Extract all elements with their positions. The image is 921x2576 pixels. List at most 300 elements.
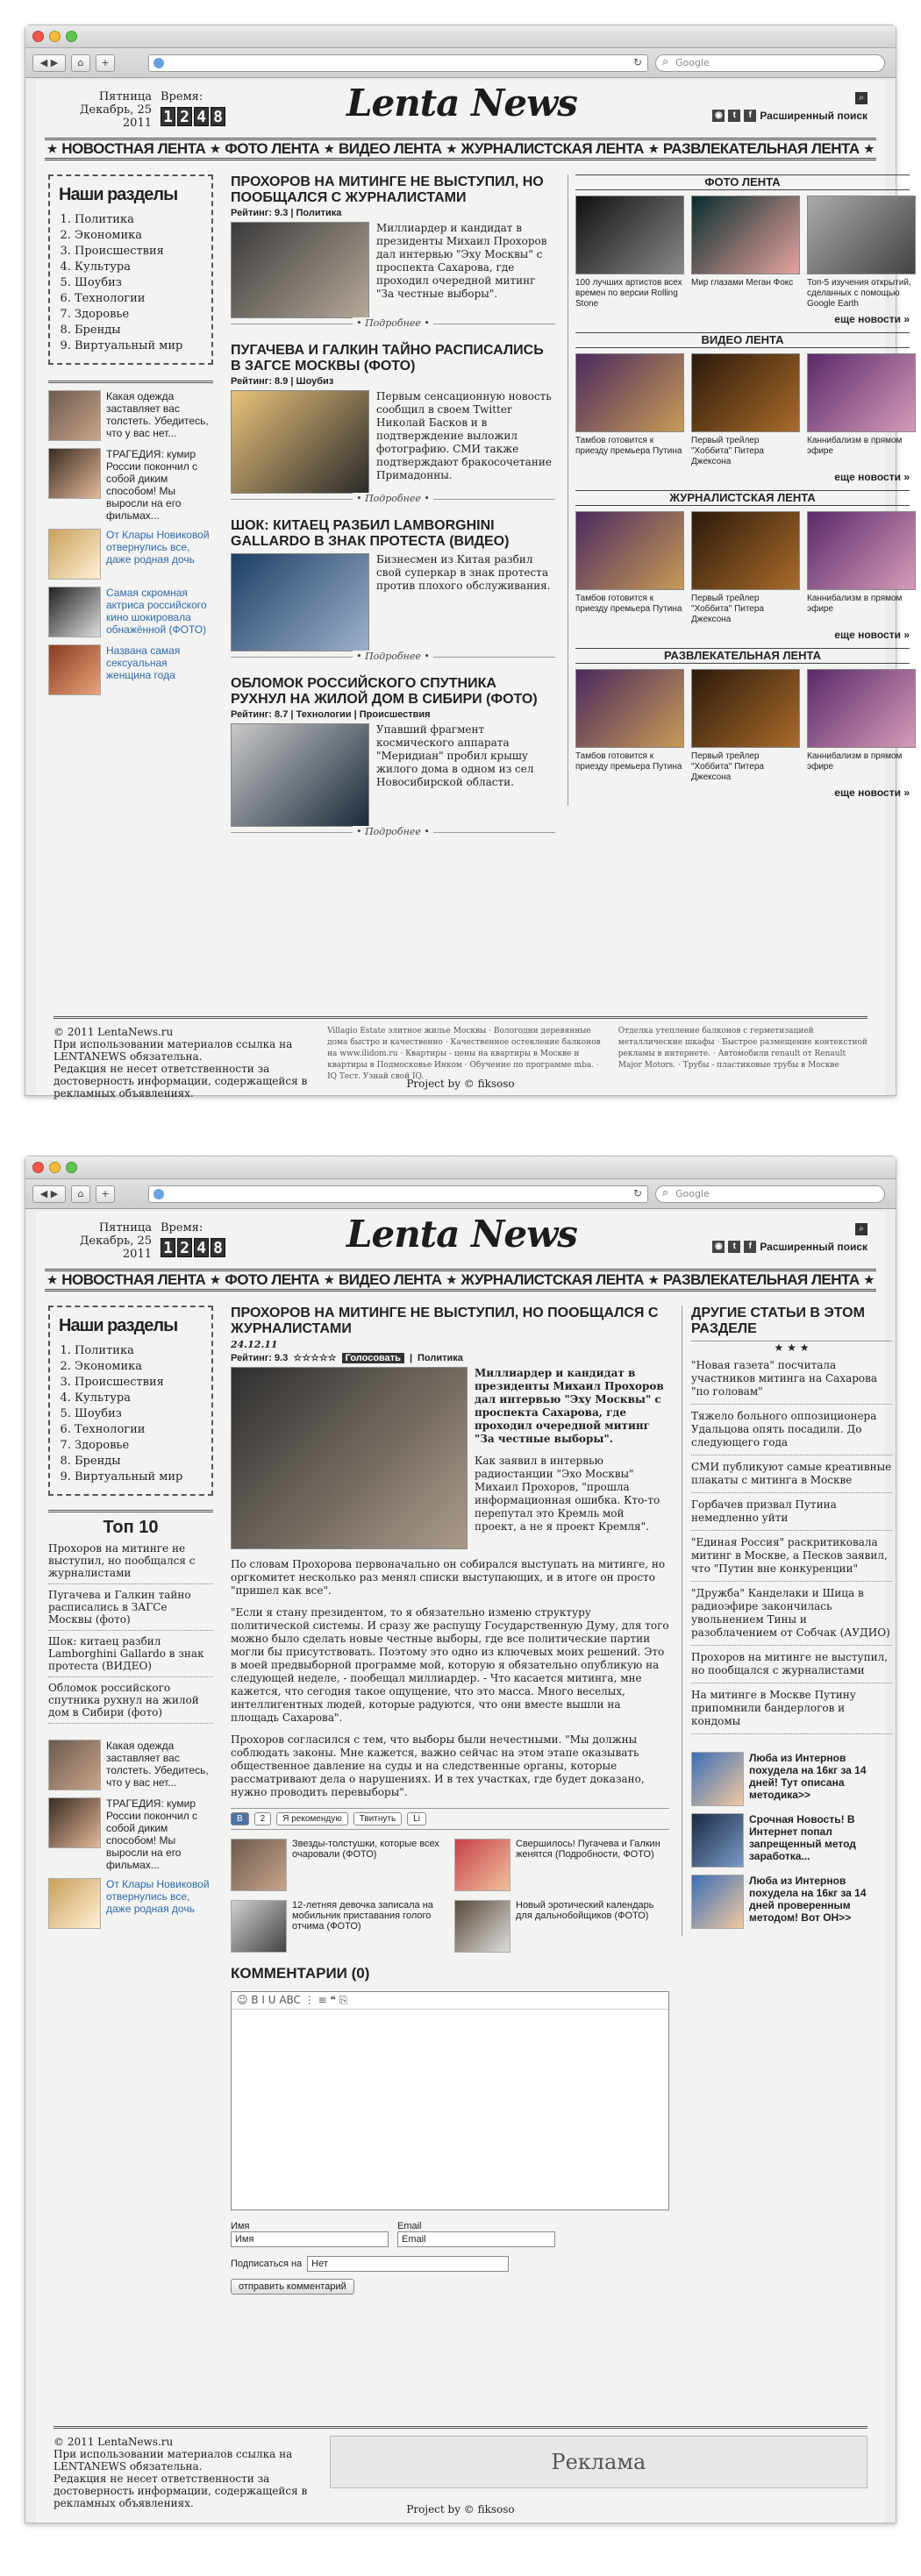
facebook-icon[interactable]: f bbox=[744, 1241, 756, 1253]
search-icon[interactable]: ⌕ bbox=[855, 1223, 867, 1235]
feed-image bbox=[691, 511, 800, 590]
minimize-button[interactable] bbox=[49, 1162, 61, 1173]
feed-item[interactable] bbox=[807, 196, 916, 310]
star-icon: ★ bbox=[446, 1273, 457, 1286]
star-icon: ★ bbox=[446, 142, 457, 155]
teaser[interactable] bbox=[48, 1797, 213, 1871]
article-card bbox=[231, 518, 555, 664]
feed-item[interactable] bbox=[691, 196, 800, 310]
article-summary: Бизнесмен из Китая разбил свой суперкар в знак протеста против плохого обслуживания. bbox=[376, 553, 551, 592]
feed-caption: Первый трейлер "Хоббита" Питера Джексона bbox=[691, 436, 764, 466]
top10-box bbox=[48, 1510, 213, 1724]
section-link[interactable]: 2. Экономика bbox=[75, 1359, 203, 1375]
others-item[interactable]: Горбачев призвал Путина немедленно уйти bbox=[691, 1493, 892, 1531]
clock-digit: 1 bbox=[161, 1238, 175, 1257]
footer-line: При использовании материалов ссылка на LENTANEWS обязательна. bbox=[54, 1038, 293, 1063]
zoom-button[interactable] bbox=[66, 31, 77, 42]
section-link[interactable]: 7. Здоровье bbox=[75, 1438, 203, 1454]
browser-toolbar bbox=[25, 48, 896, 78]
year-label: 2011 bbox=[122, 1248, 152, 1261]
promo-text: Люба из Интернов похудела на 16кг за 14 дней! Тут описана методика>> bbox=[749, 1752, 867, 1801]
article-image[interactable] bbox=[231, 553, 369, 651]
subscribe-label: Подписаться на bbox=[231, 2259, 303, 2269]
top10-title: Топ 10 bbox=[48, 1510, 213, 1538]
rss-icon[interactable]: ◉ bbox=[712, 110, 725, 122]
more-link[interactable] bbox=[231, 493, 555, 506]
more-label: • Подробнее • bbox=[353, 651, 433, 662]
more-label: • Подробнее • bbox=[353, 826, 433, 837]
editor-toolbar[interactable]: ☺ B I U ABC ⋮ ≡ ❝ ⎘ bbox=[232, 1992, 668, 2010]
nav-item[interactable]: НОВОСТНАЯ ЛЕНТА bbox=[61, 1271, 206, 1288]
others-item[interactable]: "Новая газета" посчитала участников митинга на Сахарова "по головам" bbox=[691, 1354, 892, 1405]
add-tab-icon[interactable]: + bbox=[96, 54, 115, 72]
article-summary: Первым сенсационную новость сообщил в своем Twitter Николай Басков и в подтверждение выложил фотографию. СМИ также подтверждают бракосочетание Примадонны. bbox=[376, 390, 552, 481]
advanced-search-link[interactable]: Расширенный поиск bbox=[760, 110, 867, 122]
header-links bbox=[712, 1241, 867, 1253]
date-label: Декабрь, 25 bbox=[79, 1235, 152, 1248]
sections-box bbox=[48, 174, 213, 365]
reload-icon[interactable]: ↻ bbox=[632, 56, 642, 68]
article-image[interactable] bbox=[231, 390, 369, 494]
home-icon[interactable]: ⌂ bbox=[71, 54, 90, 72]
star-divider: ★ ★ ★ bbox=[774, 1341, 810, 1354]
teaser[interactable] bbox=[48, 1878, 213, 1929]
section-link[interactable]: 6. Технологии bbox=[75, 1422, 203, 1438]
side-teasers bbox=[48, 1740, 213, 1929]
section-link[interactable]: 9. Виртуальный мир bbox=[75, 338, 203, 354]
tweet-button[interactable]: Твитнуть bbox=[353, 1812, 402, 1825]
nav-item[interactable]: ЖУРНАЛИСТСКАЯ ЛЕНТА bbox=[460, 1271, 644, 1288]
footer-line: При использовании материалов ссылка на LENTANEWS обязательна. bbox=[54, 2448, 293, 2473]
date-block bbox=[71, 90, 152, 130]
related-item[interactable] bbox=[231, 1839, 446, 1891]
top10-item[interactable]: Обломок российского спутника рухнул на жилой дом в Сибири (фото) bbox=[48, 1677, 213, 1724]
browser-search-field[interactable]: ⌕ Google bbox=[655, 1185, 885, 1203]
more-link[interactable] bbox=[231, 826, 555, 839]
page bbox=[36, 1211, 892, 2523]
teaser-text: ТРАГЕДИЯ: кумир России покончил с собой диким способом! Мы выросли на его фильмах... bbox=[106, 1797, 198, 1871]
vk-share-button[interactable]: В bbox=[231, 1812, 249, 1825]
article-full bbox=[231, 1306, 669, 2295]
site-header bbox=[36, 1211, 885, 1269]
recommend-button[interactable]: Я рекомендую bbox=[276, 1812, 347, 1825]
more-label: • Подробнее • bbox=[353, 493, 433, 504]
star-icon: ★ bbox=[46, 142, 57, 155]
name-input[interactable]: Имя bbox=[231, 2231, 389, 2247]
section-link[interactable]: 3. Происшествия bbox=[75, 1375, 203, 1391]
project-credit[interactable]: Project by © fiksoso bbox=[406, 2503, 515, 2516]
promo-item[interactable] bbox=[691, 1875, 892, 1929]
email-input[interactable]: Email bbox=[397, 2231, 555, 2247]
feed-caption: Каннибализм в прямом эфире bbox=[807, 751, 903, 772]
clock-digit: 2 bbox=[177, 1238, 192, 1257]
others-item[interactable]: "Единая Россия" раскритиковала митинг в Москве, а Песков заявил, что "Путин вне конкуренции" bbox=[691, 1531, 892, 1582]
related-text: Свершилось! Пугачева и Галкин женятся (Подробности, ФОТО) bbox=[516, 1839, 660, 1860]
main-nav bbox=[45, 1269, 876, 1292]
star-rating[interactable]: ☆☆☆☆☆ bbox=[293, 1353, 337, 1363]
feed-item[interactable] bbox=[575, 353, 684, 467]
time-label: Время: bbox=[161, 1221, 203, 1235]
footer-ads[interactable]: Отделка утепление балконов с герметизацией металлические шкафы · Быстрое размещение контекстной рекламы в интернете. · Автомобили renault от Renault Major Motors. · Трубы - пластиковые трубы в Москве bbox=[618, 1027, 867, 1070]
feed-image bbox=[575, 353, 684, 432]
comments-title: КОММЕНТАРИИ (0) bbox=[231, 1965, 370, 1982]
article-title[interactable]: ОБЛОМОК РОССИЙСКОГО СПУТНИКА РУХНУЛ НА ЖИЛОЙ ДОМ В СИБИРИ (ФОТО) bbox=[231, 676, 538, 707]
back-forward-buttons[interactable]: ◀ ▶ bbox=[32, 1185, 66, 1203]
header-links bbox=[712, 110, 867, 122]
footer-ads[interactable]: Villagio Estate элитное жилье Москвы · Вологодни деревянные дома быстро и качественно · Качественное остекление балконов на www.ilidom.ru · Квартиры - цены на квартиры в Москве и квартиры в Подмосковье Инком · Обучение по программе mba. · IQ Тест. Узнай свой IQ. bbox=[327, 1027, 601, 1081]
nav-item[interactable]: РАЗВЛЕКАТЕЛЬНАЯ ЛЕНТА bbox=[662, 140, 860, 157]
browser-search-field[interactable]: ⌕ Google bbox=[655, 54, 885, 72]
feed-image bbox=[807, 511, 916, 590]
time-block bbox=[161, 90, 225, 126]
linkedin-button[interactable]: Li bbox=[407, 1812, 426, 1825]
right-column bbox=[682, 1306, 892, 1936]
teaser-text: Какая одежда заставляет вас толстеть. Убедитесь, что у вас нет... bbox=[106, 1740, 209, 1789]
feed-item[interactable] bbox=[807, 511, 916, 625]
globe-icon bbox=[154, 58, 164, 68]
teaser-image bbox=[48, 390, 101, 441]
article-lead: Миллиардер и кандидат в президенты Михаил Прохоров дал интервью "Эху Москвы" с проспекта Сахарова, где проходил очередной митинг "За честные выборы". bbox=[475, 1367, 664, 1445]
project-credit[interactable]: Project by © fiksoso bbox=[406, 1078, 515, 1090]
browser-window-article bbox=[25, 1156, 896, 2523]
nav-item[interactable]: ВИДЕО ЛЕНТА bbox=[339, 140, 442, 157]
advanced-search-link[interactable]: Расширенный поиск bbox=[760, 1241, 867, 1253]
more-link[interactable] bbox=[231, 317, 555, 331]
teaser-text: От Клары Новиковой отвернулись все, даже родная дочь bbox=[106, 529, 210, 566]
site-logo[interactable]: Lenta News bbox=[346, 82, 577, 125]
related-image bbox=[454, 1900, 510, 1953]
teaser-image bbox=[48, 587, 101, 637]
copyright: © 2011 LentaNews.ru bbox=[54, 2436, 174, 2448]
feed-item[interactable] bbox=[691, 669, 800, 783]
article-card bbox=[231, 174, 555, 331]
nav-item[interactable]: ФОТО ЛЕНТА bbox=[225, 1271, 320, 1288]
day-label: Пятница bbox=[98, 90, 152, 103]
promo-item[interactable] bbox=[691, 1752, 892, 1806]
feeds-column bbox=[568, 174, 910, 806]
submit-comment-button[interactable]: отправить комментарий bbox=[231, 2279, 354, 2295]
left-column bbox=[48, 1306, 213, 1936]
article-paragraph: Прохоров согласился с тем, что выборы были нечестными. "Мы должны соблюдать законы. Мне кажется, важно сейчас на этом этапе оказывать общественное давление на суды и на следственные органы, которые рассматривают дела о нарушениях. И в тех участках, где будет доказано, нужно проводить перевыборы". bbox=[231, 1733, 645, 1798]
article-meta: Рейтинг: 9.3 ☆☆☆☆☆ Голосовать | Политика bbox=[231, 1352, 463, 1363]
nav-item[interactable]: ЖУРНАЛИСТСКАЯ ЛЕНТА bbox=[460, 140, 644, 157]
minimize-button[interactable] bbox=[49, 31, 61, 42]
clock-digits bbox=[161, 107, 225, 126]
feed-image bbox=[575, 196, 684, 274]
related-grid bbox=[231, 1839, 669, 1953]
teaser-image bbox=[48, 1740, 101, 1790]
feed-item[interactable] bbox=[691, 511, 800, 625]
feed-item[interactable] bbox=[575, 511, 684, 625]
teaser-text: Какая одежда заставляет вас толстеть. Убедитесь, что у вас нет... bbox=[106, 390, 209, 439]
close-button[interactable] bbox=[32, 31, 44, 42]
comment-editor[interactable] bbox=[231, 1991, 669, 2210]
clock-digit: 8 bbox=[211, 107, 225, 126]
promo-item[interactable] bbox=[691, 1813, 892, 1868]
feed-image bbox=[691, 669, 800, 748]
article-card bbox=[231, 676, 555, 839]
page bbox=[36, 80, 911, 1099]
feed-item[interactable] bbox=[807, 353, 916, 467]
section-link[interactable]: 8. Бренды bbox=[75, 323, 203, 338]
site-header bbox=[36, 80, 885, 138]
feed-image bbox=[807, 196, 916, 274]
footer-legal bbox=[54, 2436, 314, 2509]
star-icon: ★ bbox=[210, 142, 220, 155]
browser-toolbar bbox=[25, 1179, 896, 1209]
feed-caption: Тамбов готовится к приезду премьера Путина bbox=[575, 594, 682, 614]
feed-block bbox=[575, 648, 910, 799]
all-news-link[interactable]: еще новости » bbox=[834, 786, 910, 799]
related-image bbox=[454, 1839, 510, 1891]
address-bar[interactable] bbox=[148, 1185, 648, 1203]
star-icon: ★ bbox=[648, 1273, 659, 1286]
teaser[interactable] bbox=[48, 448, 213, 522]
feed-item[interactable] bbox=[691, 353, 800, 467]
article-paragraph: По словам Прохорова первоначально он собирался выступать на митинге, но оргкомитет несколько раз менял списки выступающих, и в итоге он просто "пришел как все". bbox=[231, 1558, 666, 1597]
nav-item[interactable]: РАЗВЛЕКАТЕЛЬНАЯ ЛЕНТА bbox=[662, 1271, 860, 1288]
sections-title: Наши разделы bbox=[59, 1316, 178, 1335]
article-meta: Рейтинг: 8.9 | Шоубиз bbox=[231, 376, 334, 387]
article-card bbox=[231, 343, 555, 506]
clock-digit: 4 bbox=[194, 107, 209, 126]
feed-caption: Каннибализм в прямом эфире bbox=[807, 594, 903, 614]
feed-image bbox=[691, 353, 800, 432]
feed-title[interactable]: ФОТО ЛЕНТА bbox=[575, 174, 910, 190]
teaser-text: Самая скромная актриса российского кино шокировала обнажённой (ФОТО) bbox=[106, 587, 207, 636]
nav-item[interactable]: ВИДЕО ЛЕНТА bbox=[339, 1271, 442, 1288]
feed-block bbox=[575, 174, 910, 325]
teaser-image bbox=[48, 1797, 101, 1848]
feed-block bbox=[575, 332, 910, 483]
sections-title: Наши разделы bbox=[59, 185, 178, 204]
section-link[interactable]: 5. Шоубиз bbox=[75, 1406, 203, 1422]
section-link[interactable]: 1. Политика bbox=[75, 212, 203, 228]
section-link[interactable]: 1. Политика bbox=[75, 1343, 203, 1359]
star-icon: ★ bbox=[324, 1273, 334, 1286]
sections-list bbox=[75, 212, 203, 354]
feed-title[interactable]: РАЗВЛЕКАТЕЛЬНАЯ ЛЕНТА bbox=[575, 648, 910, 664]
search-icon[interactable]: ⌕ bbox=[855, 92, 867, 104]
section-link[interactable]: 2. Экономика bbox=[75, 228, 203, 244]
time-label: Время: bbox=[161, 90, 203, 103]
footer-line: Редакция не несет ответственности за достоверность информации, содержащейся в рекламных объявлениях. bbox=[54, 2473, 308, 2509]
section-link[interactable]: 7. Здоровье bbox=[75, 307, 203, 323]
star-icon: ★ bbox=[864, 142, 875, 155]
feed-block bbox=[575, 490, 910, 641]
year-label: 2011 bbox=[122, 117, 152, 130]
star-icon: ★ bbox=[210, 1273, 220, 1286]
article-title[interactable]: ШОК: КИТАЕЦ РАЗБИЛ LAMBORGHINI GALLARDO В ЗНАК ПРОТЕСТА (ВИДЕО) bbox=[231, 518, 510, 549]
twitter-icon[interactable]: t bbox=[728, 1241, 740, 1253]
others-item[interactable]: Тяжело больного оппозиционера Удальцова опять посадили. До следующего года bbox=[691, 1405, 892, 1455]
site-footer bbox=[54, 2426, 867, 2509]
feed-image bbox=[575, 511, 684, 590]
article-paragraph: Как заявил в интервью радиостанции "Эхо Москвы" Михаил Прохоров, "прошла информационная ошибка. Кто-то перепутал это Кремль мой проект, а не я проект Кремля". bbox=[475, 1455, 660, 1533]
teaser-image bbox=[48, 1878, 101, 1929]
address-bar[interactable] bbox=[148, 54, 648, 72]
teaser[interactable] bbox=[48, 644, 213, 695]
add-tab-icon[interactable]: + bbox=[96, 1185, 115, 1203]
clock-digit: 8 bbox=[211, 1238, 225, 1257]
related-text: 12-летняя девочка записала на мобильник приставания голого отчима (ФОТО) bbox=[292, 1900, 433, 1932]
article-date: 24.12.11 bbox=[231, 1339, 278, 1350]
teaser[interactable] bbox=[48, 529, 213, 580]
more-label: • Подробнее • bbox=[353, 317, 433, 329]
feed-item[interactable] bbox=[575, 196, 684, 310]
feed-title[interactable]: ВИДЕО ЛЕНТА bbox=[575, 332, 910, 348]
top10-item[interactable]: Прохоров на митинге не выступил, но пообщался с журналистами bbox=[48, 1538, 213, 1584]
feed-item[interactable] bbox=[575, 669, 684, 783]
related-item[interactable] bbox=[454, 1900, 669, 1953]
close-button[interactable] bbox=[32, 1162, 44, 1173]
teaser[interactable] bbox=[48, 587, 213, 637]
teaser-text: Названа самая сексуальная женщина года bbox=[106, 644, 181, 681]
vote-button[interactable]: Голосовать bbox=[342, 1353, 404, 1363]
reload-icon[interactable]: ↻ bbox=[632, 1187, 642, 1199]
titlebar bbox=[25, 25, 896, 48]
teaser[interactable] bbox=[48, 1740, 213, 1790]
rubric-link[interactable]: Политика bbox=[418, 1352, 463, 1363]
twitter-icon[interactable]: t bbox=[728, 110, 740, 122]
feed-caption: 100 лучших артистов всех времен по версии Rolling Stone bbox=[575, 278, 682, 309]
related-text: Звезды-толстушки, которые всех очаровали (ФОТО) bbox=[292, 1839, 439, 1860]
top10-item[interactable]: Пугачева и Галкин тайно расписались в ЗАГСе Москвы (фото) bbox=[48, 1584, 213, 1631]
copyright: © 2011 LentaNews.ru bbox=[54, 1026, 174, 1038]
article-image[interactable] bbox=[231, 222, 369, 318]
feed-caption: Каннибализм в прямом эфире bbox=[807, 436, 903, 456]
day-label: Пятница bbox=[98, 1221, 152, 1235]
top10-item[interactable]: Шок: китаец разбил Lamborghini Gallardo в знак протеста (ВИДЕО) bbox=[48, 1631, 213, 1677]
others-item[interactable]: "Дружба" Канделаки и Шица в радиоэфире закончилась увольнением Тины и разоблачением от Собчак (АУДИО) bbox=[691, 1582, 892, 1646]
promo-image bbox=[691, 1813, 744, 1868]
article-title: ПРОХОРОВ НА МИТИНГЕ НЕ ВЫСТУПИЛ, НО ПООБЩАЛСЯ С ЖУРНАЛИСТАМИ bbox=[231, 1306, 659, 1336]
all-news-link[interactable]: еще новости » bbox=[834, 471, 910, 483]
star-icon: ★ bbox=[648, 142, 659, 155]
others-item[interactable]: СМИ публикуют самые креативные плакаты с митинга в Москве bbox=[691, 1455, 892, 1493]
feed-image bbox=[807, 353, 916, 432]
browser-window-home bbox=[25, 25, 911, 1099]
share-bar bbox=[231, 1808, 669, 1830]
article-summary: Упавший фрагмент космического аппарата "Меридиан" пробил крышу жилого дома в одном из сел Новосибирской области. bbox=[376, 723, 534, 788]
feed-caption: Топ-5 изучения открытий, сделанных с помощью Google Earth bbox=[807, 278, 911, 309]
teaser-image bbox=[48, 529, 101, 580]
article-meta: Рейтинг: 9.3 | Политика bbox=[231, 208, 342, 218]
teaser-text: От Клары Новиковой отвернулись все, даже родная дочь bbox=[106, 1878, 210, 1915]
section-link[interactable]: 4. Культура bbox=[75, 260, 203, 275]
section-link[interactable]: 8. Бренды bbox=[75, 1454, 203, 1469]
others-title: ДРУГИЕ СТАТЬИ В ЭТОМ РАЗДЕЛЕ bbox=[691, 1306, 892, 1341]
feed-caption: Тамбов готовится к приезду премьера Путина bbox=[575, 751, 682, 772]
section-link[interactable]: 5. Шоубиз bbox=[75, 275, 203, 291]
rss-icon[interactable]: ◉ bbox=[712, 1241, 725, 1253]
main-nav bbox=[45, 138, 876, 160]
clock-digit: 4 bbox=[194, 1238, 209, 1257]
all-news-link[interactable]: еще новости » bbox=[834, 629, 910, 641]
related-item[interactable] bbox=[454, 1839, 669, 1891]
left-column bbox=[48, 174, 213, 702]
feed-image bbox=[807, 669, 916, 748]
feed-caption: Тамбов готовится к приезду премьера Путина bbox=[575, 436, 682, 456]
others-item[interactable]: Прохоров на митинге не выступил, но пообщался с журналистами bbox=[691, 1646, 892, 1683]
section-link[interactable]: 4. Культура bbox=[75, 1391, 203, 1406]
feed-item[interactable] bbox=[807, 669, 916, 783]
feed-caption: Первый трейлер "Хоббита" Питера Джексона bbox=[691, 594, 764, 624]
nav-item[interactable]: НОВОСТНАЯ ЛЕНТА bbox=[61, 140, 206, 157]
home-icon[interactable]: ⌂ bbox=[71, 1185, 90, 1203]
footer-line: Редакция не несет ответственности за достоверность информации, содержащейся в рекламных объявлениях. bbox=[54, 1063, 308, 1099]
section-link[interactable]: 6. Технологии bbox=[75, 291, 203, 307]
all-news-link[interactable]: еще новости » bbox=[834, 313, 910, 325]
article-title[interactable]: ПУГАЧЕВА И ГАЛКИН ТАЙНО РАСПИСАЛИСЬ В ЗАГСЕ МОСКВЫ (ФОТО) bbox=[231, 343, 544, 374]
clock-digits bbox=[161, 1238, 225, 1257]
name-label: Имя bbox=[231, 2221, 250, 2231]
subscribe-select[interactable]: Нет bbox=[307, 2256, 509, 2272]
titlebar bbox=[25, 1156, 896, 1179]
share-count: 2 bbox=[254, 1812, 272, 1825]
teaser-image bbox=[48, 644, 101, 695]
email-label: Email bbox=[397, 2221, 422, 2231]
comment-fields bbox=[231, 2221, 669, 2247]
section-link[interactable]: 9. Виртуальный мир bbox=[75, 1469, 203, 1485]
article-list bbox=[231, 174, 555, 851]
time-block bbox=[161, 1221, 225, 1257]
clock-digit: 1 bbox=[161, 107, 175, 126]
back-forward-buttons[interactable]: ◀ ▶ bbox=[32, 54, 66, 72]
site-logo[interactable]: Lenta News bbox=[346, 1213, 577, 1256]
star-icon: ★ bbox=[864, 1273, 875, 1286]
rating-label: Рейтинг: 9.3 bbox=[231, 1352, 289, 1363]
promo-image bbox=[691, 1752, 744, 1806]
clock-digit: 2 bbox=[177, 107, 192, 126]
feed-image bbox=[575, 669, 684, 748]
feed-image bbox=[691, 196, 800, 274]
date-block bbox=[71, 1221, 152, 1261]
related-text: Новый эротический календарь для дальнобойщиков (ФОТО) bbox=[516, 1900, 654, 1921]
article-title[interactable]: ПРОХОРОВ НА МИТИНГЕ НЕ ВЫСТУПИЛ, НО ПООБЩАЛСЯ С ЖУРНАЛИСТАМИ bbox=[231, 174, 544, 205]
related-image bbox=[231, 1839, 287, 1891]
feed-title[interactable]: ЖУРНАЛИСТСКАЯ ЛЕНТА bbox=[575, 490, 910, 506]
promo-image bbox=[691, 1875, 744, 1929]
nav-item[interactable]: ФОТО ЛЕНТА bbox=[225, 140, 320, 157]
article-paragraph: "Если я стану президентом, то я обязательно изменю структуру политической системы. И сразу же распущу Государственную Думу, для того можно было сделать новые честные выборы, где все политические партии могли бы присутствовать. Поэтому это одно из ключевых моих решений. Это в моей предвыборной программе мой, которую я обязательно опубликую на следующей неделе, - пообещал миллиардер. - Что касается митинга, мне кажется, что сегодня такое ощущение, что это масса. Много веселых, интеллигентных людей, которые радуются, что они вместе вышли на площадь Сахарова". bbox=[231, 1606, 669, 1724]
facebook-icon[interactable]: f bbox=[744, 110, 756, 122]
section-link[interactable]: 3. Происшествия bbox=[75, 244, 203, 260]
teaser-image bbox=[48, 448, 101, 499]
promo-list bbox=[691, 1752, 892, 1929]
teaser[interactable] bbox=[48, 390, 213, 441]
more-link[interactable] bbox=[231, 651, 555, 664]
date-label: Декабрь, 25 bbox=[79, 103, 152, 117]
article-meta: Рейтинг: 8.7 | Технологии | Происшествия bbox=[231, 709, 431, 720]
feed-caption: Мир глазами Меган Фокс bbox=[691, 278, 794, 288]
article-summary: Миллиардер и кандидат в президенты Михаил Прохоров дал интервью "Эху Москвы" с проспекта Сахарова, где проходил очередной митинг "За честные выборы". bbox=[376, 222, 547, 300]
sections-box bbox=[48, 1306, 213, 1496]
article-image[interactable] bbox=[231, 723, 369, 827]
star-icon: ★ bbox=[46, 1273, 57, 1286]
others-item[interactable]: На митинге в Москве Путину припомнили бандерлогов и кондомы bbox=[691, 1683, 892, 1734]
globe-icon bbox=[154, 1189, 164, 1199]
related-image bbox=[231, 1900, 287, 1953]
zoom-button[interactable] bbox=[66, 1162, 77, 1173]
promo-text: Люба из Интернов похудела на 16кг за 14 дней проверенным методом! Вот ОН>> bbox=[749, 1875, 867, 1924]
sections-list bbox=[75, 1343, 203, 1485]
ad-banner[interactable]: Реклама bbox=[330, 2436, 867, 2488]
article-image bbox=[231, 1367, 468, 1549]
teaser-text: ТРАГЕДИЯ: кумир России покончил с собой диким способом! Мы выросли на его фильмах... bbox=[106, 448, 198, 522]
star-icon: ★ bbox=[324, 142, 334, 155]
related-item[interactable] bbox=[231, 1900, 446, 1953]
